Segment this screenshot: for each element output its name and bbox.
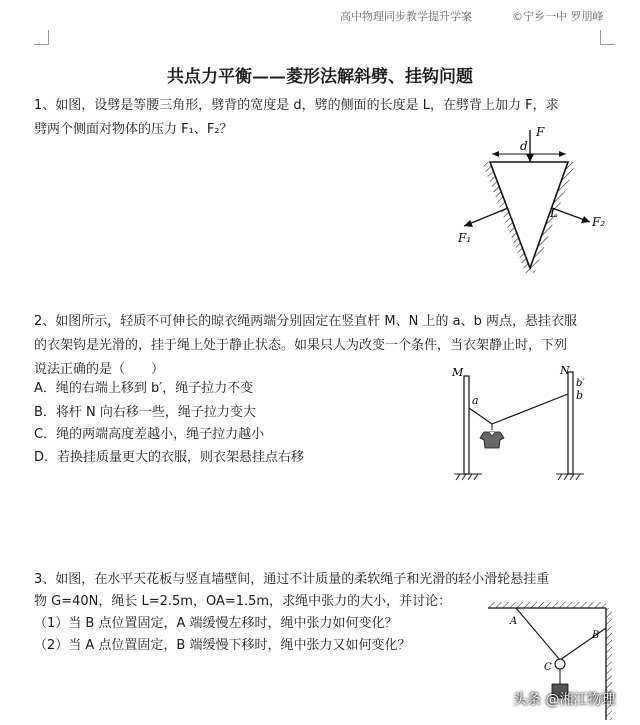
point-b-prime-label: b′ <box>576 378 585 389</box>
q2-text-line: 2、如图所示，轻质不可伸长的晾衣绳两端分别固定在竖直杆 M、N 上的 a、b 两点，悬挂衣服 <box>34 314 577 329</box>
ground-hatch <box>454 474 584 480</box>
pole-n <box>568 372 573 474</box>
width-d-label: d <box>520 139 528 153</box>
q1-text-line: 劈两个侧面对物体的压力 F₁、F₂？ <box>34 122 233 137</box>
pulley-icon <box>555 659 565 669</box>
q3-text-line: 物 G=40N，绳长 L=2.5m，OA=1.5m，求绳中张力的大小，并讨论： <box>34 594 452 609</box>
header-course-title: 高中物理同步教学提升学案 <box>340 10 472 23</box>
q2-option-d: D．若换挂质量更大的衣服，则衣架悬挂点右移 <box>34 450 305 465</box>
pole-m <box>464 376 469 474</box>
clothesline-diagram <box>448 364 593 484</box>
page-corner-mark <box>34 30 49 45</box>
page-title: 共点力平衡——菱形法解斜劈、挂钩问题 <box>167 67 473 87</box>
q3-text-line: 3、如图，在水平天花板与竖直墙壁间，通过不计质量的柔软绳子和光滑的轻小滑轮悬挂重 <box>34 572 550 587</box>
force-f1-label: F₁ <box>458 231 472 245</box>
q3-item-2: （2）当 A 点位置固定，B 端缓慢下移时，绳中张力又如何变化？ <box>34 638 411 653</box>
q2-option-c: C．绳的两端高度差越小，绳子拉力越小 <box>34 427 265 442</box>
pole-n-label: N <box>560 364 570 377</box>
q2-option-a: A．绳的右端上移到 b′，绳子拉力不变 <box>34 381 254 396</box>
point-c-label: C <box>544 662 552 673</box>
q2-text-line: 说法正确的是（ ） <box>34 362 165 377</box>
q3-item-1: （1）当 B 点位置固定，A 端缓慢左移时，绳中张力如何变化？ <box>34 616 398 631</box>
point-b-label: B <box>592 630 600 641</box>
q1-text-line: 1、如图，设劈是等腰三角形，劈背的宽度是 d，劈的侧面的长度是 L，在劈背上加力 F，求 <box>34 98 559 113</box>
point-b-label: b <box>576 389 584 402</box>
watermark: 头条 @湘江物理 <box>513 692 616 708</box>
force-f-label: F <box>536 125 545 139</box>
q2-text-line: 的衣架钩是光滑的，挂于绳上处于静止状态。如果只人为改变一个条件，当衣架静止时，下列 <box>34 338 568 353</box>
shirt-icon <box>480 424 504 448</box>
rope <box>469 394 568 424</box>
page-corner-mark <box>600 30 615 45</box>
wedge-diagram <box>450 122 625 282</box>
left-surface-hatch <box>482 162 532 274</box>
point-a-label: A <box>510 616 518 627</box>
pole-m-label: M <box>452 366 464 379</box>
force-f2-label: F₂ <box>592 215 606 229</box>
ceiling-hatch <box>488 602 606 608</box>
point-a-label: a <box>472 394 479 407</box>
q2-option-b: B．将杆 N 向右移一些，绳子拉力变大 <box>34 405 256 420</box>
header-author: ©宁乡一中 罗朋峰 <box>512 10 604 23</box>
side-l-label: L <box>550 206 558 220</box>
